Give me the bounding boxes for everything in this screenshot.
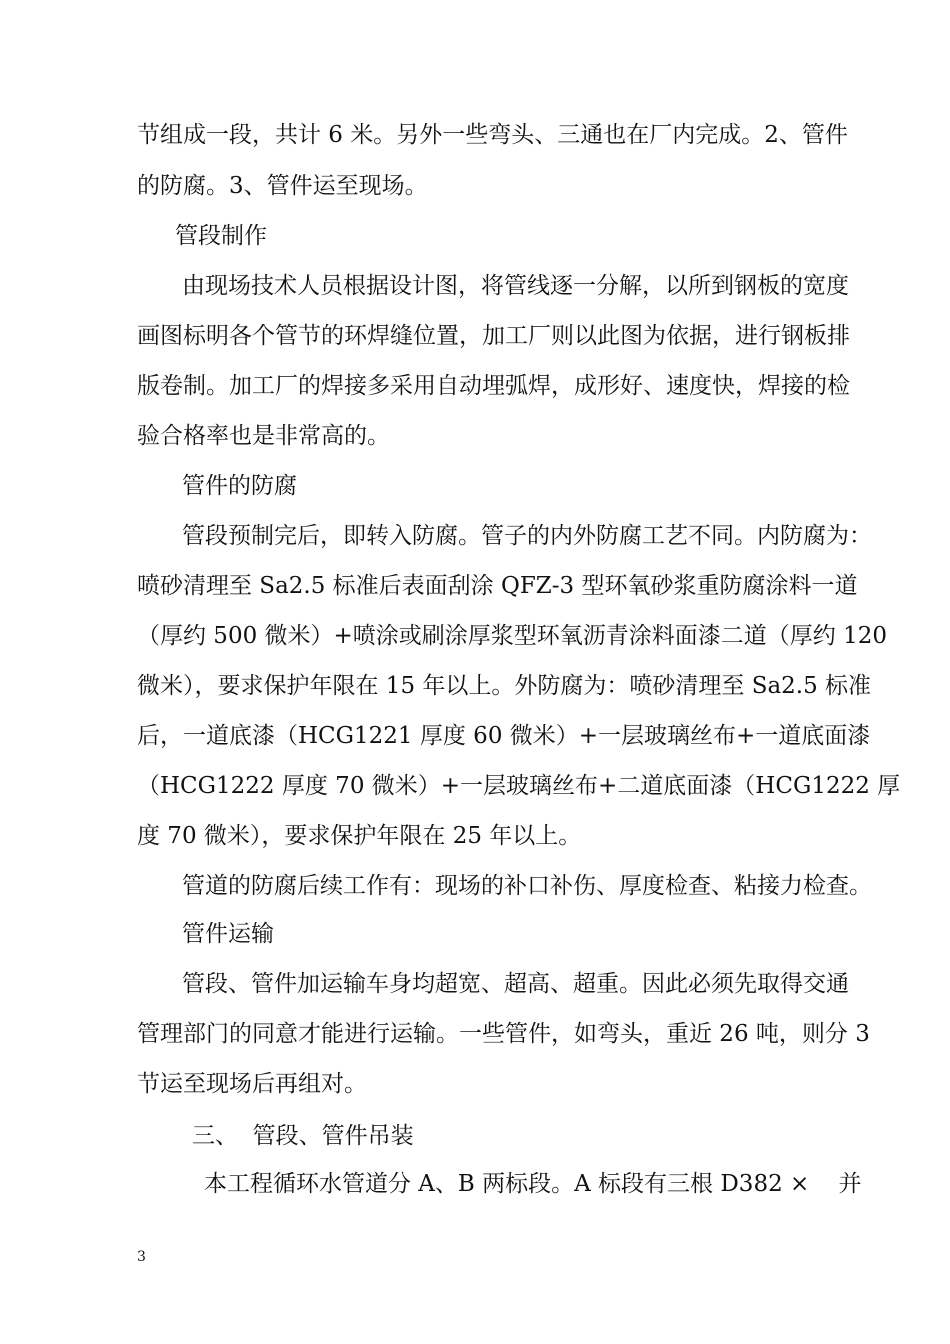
page-number: 3 [137, 1249, 146, 1265]
body-text-line: 版卷制。加工厂的焊接多采用自动埋弧焊，成形好、速度快，焊接的检 [137, 373, 850, 399]
body-text-line: 由现场技术人员根据设计图，将管线逐一分解，以所到钢板的宽度 [182, 273, 849, 299]
body-text-line: 节运至现场后再组对。 [137, 1071, 367, 1097]
body-text-line: 管理部门的同意才能进行运输。一些管件，如弯头，重近 26 吨，则分 3 [137, 1021, 870, 1047]
body-text-line: （HCG1222 厚度 70 微米）+一层玻璃丝布+二道底面漆（HCG1222 厚 [137, 773, 901, 799]
body-text-line: 验合格率也是非常高的。 [137, 423, 390, 449]
section-heading: 管件运输 [182, 921, 274, 947]
section-heading: 管件的防腐 [182, 473, 297, 499]
body-text-line: 画图标明各个管节的环焊缝位置，加工厂则以此图为依据，进行钢板排 [137, 323, 850, 349]
body-text-line: （厚约 500 微米）+喷涂或刷涂厚浆型环氧沥青涂料面漆二道（厚约 120 [137, 623, 888, 649]
body-text-line: 管段预制完后，即转入防腐。管子的内外防腐工艺不同。内防腐为： [182, 523, 872, 549]
body-text-line: 的防腐。3、管件运至现场。 [137, 173, 428, 199]
section-heading: 三、 管段、管件吊装 [192, 1123, 414, 1149]
body-text-line: 微米），要求保护年限在 15 年以上。外防腐为：喷砂清理至 Sa2.5 标准 [137, 673, 872, 699]
body-text-line: 管道的防腐后续工作有：现场的补口补伤、厚度检查、粘接力检查。 [182, 873, 872, 899]
body-text-line: 喷砂清理至 Sa2.5 标准后表面刮涂 QFZ-3 型环氧砂浆重防腐涂料一道 [137, 573, 858, 599]
body-text-line: 本工程循环水管道分 A、B 两标段。A 标段有三根 D382 × 并 [204, 1171, 862, 1197]
body-text-line: 度 70 微米），要求保护年限在 25 年以上。 [137, 823, 582, 849]
section-heading: 管段制作 [175, 223, 267, 249]
body-text-line: 后，一道底漆（HCG1221 厚度 60 微米）+一层玻璃丝布+一道底面漆 [137, 723, 871, 749]
body-text-line: 节组成一段，共计 6 米。另外一些弯头、三通也在厂内完成。2、管件 [137, 122, 848, 148]
body-text-line: 管段、管件加运输车身均超宽、超高、超重。因此必须先取得交通 [182, 971, 849, 997]
